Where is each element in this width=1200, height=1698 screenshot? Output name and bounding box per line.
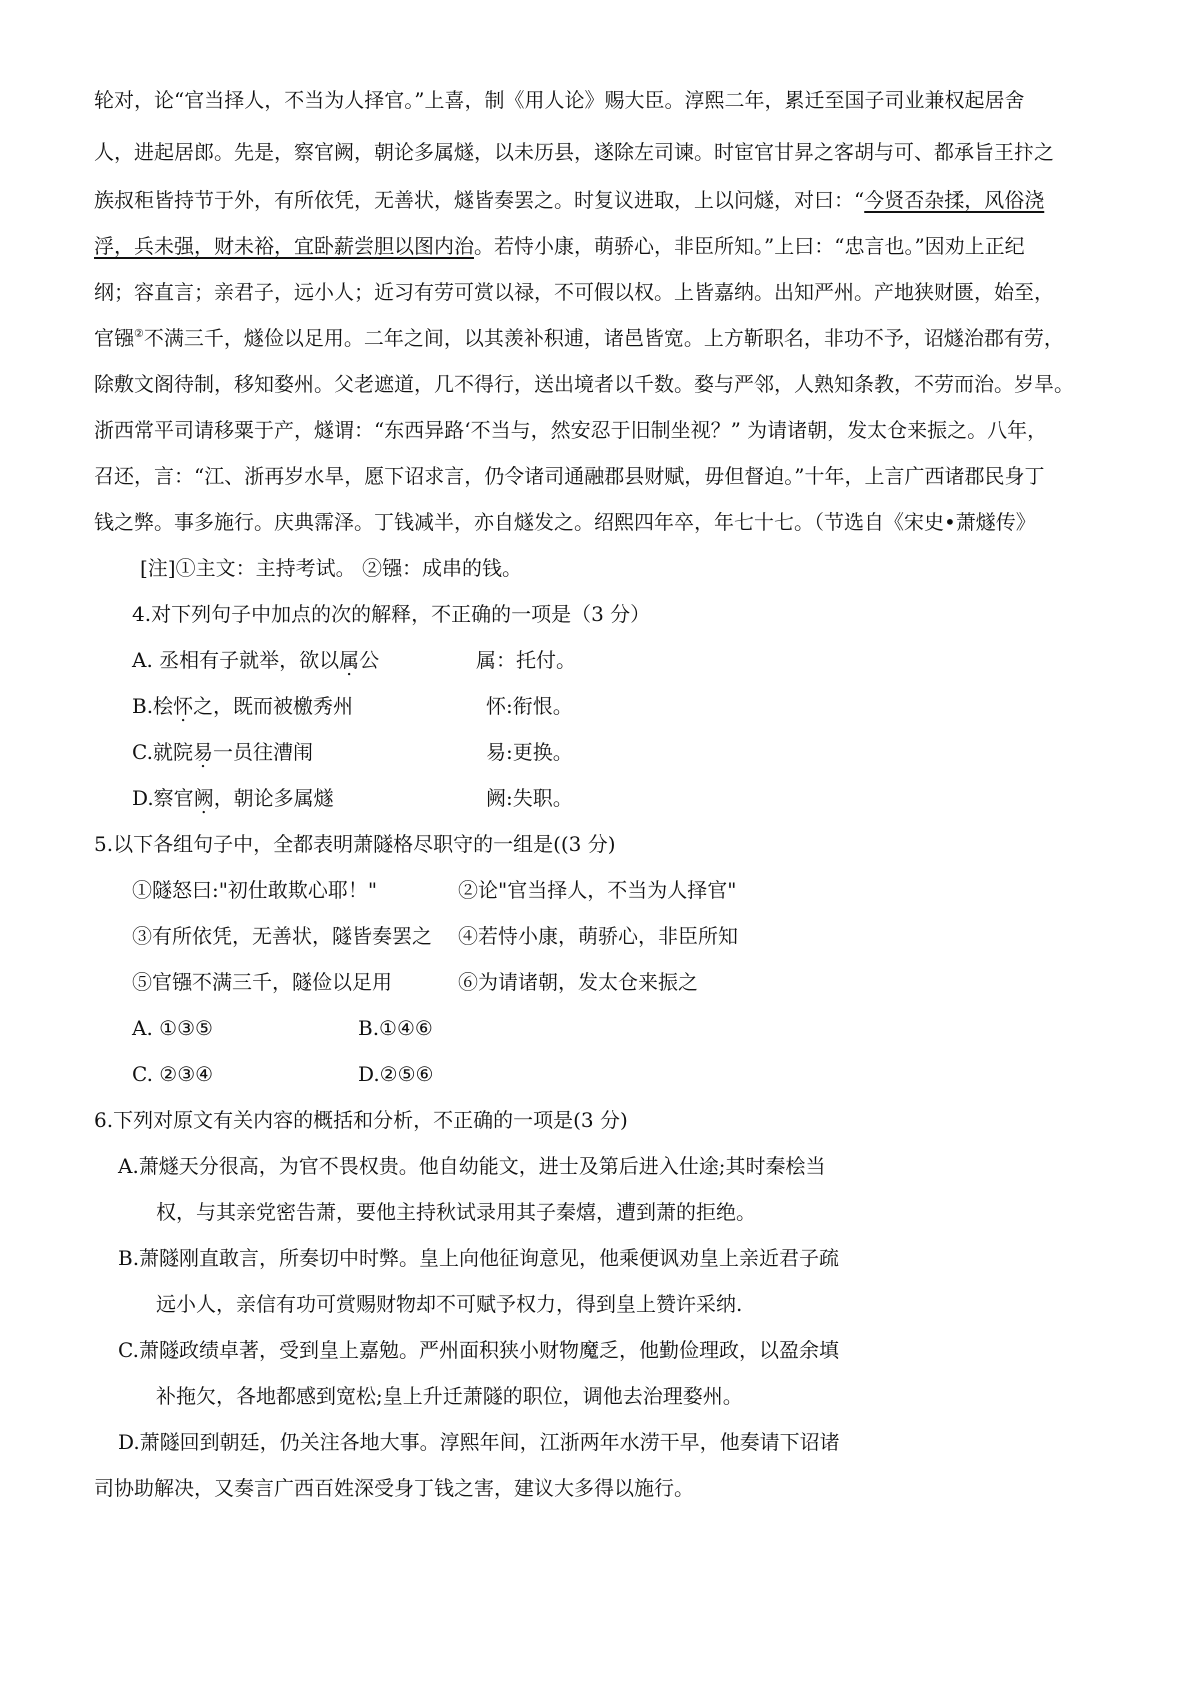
passage-line-4 xyxy=(94,232,1025,260)
q5-choice-b: B.①④⑥ xyxy=(358,1016,433,1040)
q5-item-3: ③有所依凭，无善状，隧皆奏罢之 xyxy=(132,924,432,948)
passage-line-10: 钱之弊。事多施行。庆典霈泽。丁钱减半，亦自燧发之。绍熙四年卒，年七十七。（节选自《宋史•萧燧传》 xyxy=(94,510,1036,534)
q6-option-b-line-1: B.萧隧刚直敢言，所奏切中时弊。皇上向他征询意见，他乘便讽劝皇上亲近君子疏 xyxy=(118,1246,840,1270)
q5-item-1: ①隧怒曰:"初仕敢欺心耶！" xyxy=(132,878,378,902)
q4-option-d-explanation: 阙:失职。 xyxy=(486,786,573,810)
passage-line-2: 人，进起居郎。先是，察官阙，朝论多属燧，以未历县，遂除左司谏。时宦官甘昇之客胡与可、都承旨王抃之 xyxy=(94,140,1054,164)
passage-line-5: 纲；容直言；亲君子，远小人；近习有劳可赏以禄，不可假以权。上皆嘉纳。出知严州。产地狭财匮，始至， xyxy=(94,280,1054,304)
passage-line-1: 轮对，论“官当择人，不当为人择官。”上喜，制《用人论》赐大臣。淳熙二年，累迁至国子司业兼权起居舍 xyxy=(94,88,1025,112)
question-5-stem: 5.以下各组句子中，全都表明萧隧格尽职守的一组是((3 分) xyxy=(94,832,616,856)
footnote: [注]①主文：主持考试。 ②镪：成串的钱。 xyxy=(140,556,522,580)
passage-text: 。若恃小康，萌骄心，非臣所知。”上曰：“忠言也。”因劝上正纪 xyxy=(474,234,1025,258)
passage-text: 官镪 xyxy=(94,326,134,350)
underlined-sentence: 今贤否杂揉，风俗浇 xyxy=(864,188,1045,212)
option-text: B.桧 xyxy=(132,694,174,718)
underlined-sentence: 浮，兵未强，财未裕，宜卧薪尝胆以图内治 xyxy=(94,234,474,258)
q5-choice-c: C. ②③④ xyxy=(132,1062,214,1086)
q6-option-c-line-2: 补拖欠，各地都感到宽松;皇上升迁萧隧的职位，调他去治理婺州。 xyxy=(156,1384,743,1408)
q4-option-a xyxy=(132,646,379,674)
passage-line-7: 除敷文阁待制，移知婺州。父老遮道，几不得行，送出境者以千数。婺与严邻，人熟知条教，不劳而治。岁旱。 xyxy=(94,372,1074,396)
passage-line-8: 浙西常平司请移粟于产，燧谓：“东西异路‘不当与，然安忍于旧制坐视？” 为请诸朝，发太仓来振之。八年， xyxy=(94,418,1048,442)
q6-option-a-line-2: 权，与其亲党密告萧，要他主持秋试录用其子秦熺，遭到萧的拒绝。 xyxy=(156,1200,756,1224)
question-6-stem: 6.下列对原文有关内容的概括和分析，不正确的一项是(3 分) xyxy=(94,1108,628,1132)
q5-item-2: ②论"官当择人，不当为人择官" xyxy=(458,878,737,902)
q5-choice-a: A. ①③⑤ xyxy=(132,1016,213,1040)
q4-option-c-explanation: 易:更换。 xyxy=(486,740,573,764)
option-text: D.察官 xyxy=(132,786,194,810)
question-4-stem: 4.对下列句子中加点的次的解释，不正确的一项是（3 分） xyxy=(132,602,651,626)
dotted-character: 属 xyxy=(339,648,360,672)
q6-option-d-line-2: 司协助解决，又奏言广西百姓深受身丁钱之害，建议大多得以施行。 xyxy=(94,1476,694,1500)
option-text: ，朝论多属燧 xyxy=(213,786,334,810)
option-text: A. 丞相有子就举，欲以 xyxy=(132,648,340,672)
passage-line-9: 召还，言：“江、浙再岁水旱，愿下诏求言，仍令诸司通融郡县财赋，毋但督迫。”十年，上言广西诸郡民身丁 xyxy=(94,464,1045,488)
q6-option-c-line-1: C.萧隧政绩卓著，受到皇上嘉勉。严州面积狭小财物魔乏，他勤俭理政，以盈余填 xyxy=(118,1338,839,1362)
passage-text: 族叔秬皆持节于外，有所依凭，无善状，燧皆奏罢之。时复议进取，上以问燧，对曰：“ xyxy=(94,188,865,212)
option-text: 之，既而被檄秀州 xyxy=(193,694,354,718)
dotted-character: 阙 xyxy=(193,786,214,810)
q4-option-d xyxy=(132,784,334,812)
option-text: 公 xyxy=(359,648,380,672)
q5-choice-d: D.②⑤⑥ xyxy=(358,1062,434,1086)
q4-option-b xyxy=(132,692,353,720)
passage-line-6 xyxy=(94,324,1064,352)
q5-item-4: ④若恃小康，萌骄心，非臣所知 xyxy=(458,924,738,948)
q5-item-5: ⑤官镪不满三千，隧俭以足用 xyxy=(132,970,392,994)
dotted-character: 易 xyxy=(192,740,213,764)
q6-option-d-line-1: D.萧隧回到朝廷，仍关注各地大事。淳熙年间，江浙两年水涝干早，他奏请下诏诸 xyxy=(118,1430,840,1454)
footnote-marker: ② xyxy=(134,327,144,340)
option-text: 一员往漕闱 xyxy=(212,740,313,764)
q5-item-6: ⑥为请诸朝，发太仓来振之 xyxy=(458,970,698,994)
q4-option-c xyxy=(132,738,313,766)
q4-option-a-explanation: 属：托付。 xyxy=(476,648,576,672)
passage-text: 不满三千，燧俭以足用。二年之间，以其羡补积逋，诸邑皆宽。上方靳职名，非功不予，诏燧治郡有劳， xyxy=(143,326,1064,350)
option-text: C.就院 xyxy=(132,740,193,764)
q6-option-a-line-1: A.萧燧天分很高，为官不畏权贵。他自幼能文，进士及第后进入仕途;其时秦桧当 xyxy=(118,1154,826,1178)
q6-option-b-line-2: 远小人，亲信有功可赏赐财物却不可赋予权力，得到皇上赞许采纳. xyxy=(156,1292,743,1316)
q4-option-b-explanation: 怀:衔恨。 xyxy=(486,694,573,718)
dotted-character: 怀 xyxy=(173,694,194,718)
passage-line-3 xyxy=(94,186,1044,214)
